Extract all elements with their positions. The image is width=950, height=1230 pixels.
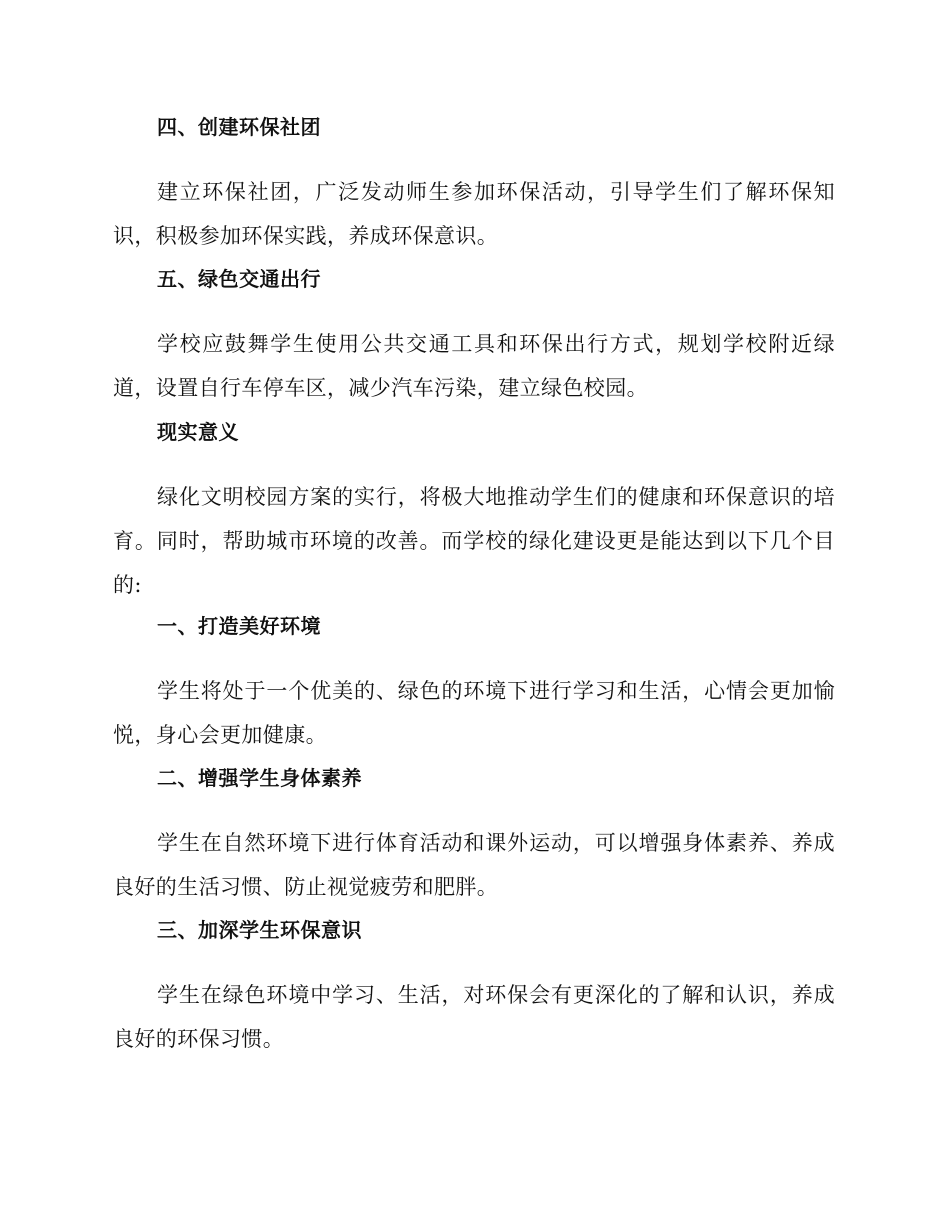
section-heading: 五、绿色交通出行 <box>157 267 321 291</box>
section-physical-fitness <box>113 765 835 909</box>
section-heading: 现实意义 <box>157 420 239 444</box>
section-practical-significance <box>113 419 835 607</box>
section-paragraph: 学生将处于一个优美的、绿色的环境下进行学习和生活，心情会更加愉悦，身心会更加健康。 <box>113 679 835 747</box>
section-paragraph: 学生在自然环境下进行体育活动和课外运动，可以增强身体素养、养成良好的生活习惯、防止视觉疲劳和肥胖。 <box>113 831 835 899</box>
section-eco-awareness <box>113 917 835 1061</box>
section-create-eco-club <box>113 114 835 258</box>
section-paragraph: 建立环保社团，广泛发动师生参加环保活动，引导学生们了解环保知识，积极参加环保实践，养成环保意识。 <box>113 180 835 248</box>
section-paragraph: 学生在绿色环境中学习、生活，对环保会有更深化的了解和认识，养成良好的环保习惯。 <box>113 983 835 1051</box>
section-heading: 二、增强学生身体素养 <box>157 766 362 790</box>
section-beautiful-environment <box>113 613 835 757</box>
section-paragraph: 绿化文明校园方案的实行，将极大地推动学生们的健康和环保意识的培育。同时，帮助城市环境的改善。而学校的绿化建设更是能达到以下几个目的: <box>113 485 835 597</box>
section-green-transport <box>113 266 835 410</box>
section-paragraph: 学校应鼓舞学生使用公共交通工具和环保出行方式，规划学校附近绿道，设置自行车停车区，减少汽车污染，建立绿色校园。 <box>113 332 835 400</box>
section-heading: 四、创建环保社团 <box>157 115 321 139</box>
section-heading: 一、打造美好环境 <box>157 614 321 638</box>
section-heading: 三、加深学生环保意识 <box>157 918 362 942</box>
